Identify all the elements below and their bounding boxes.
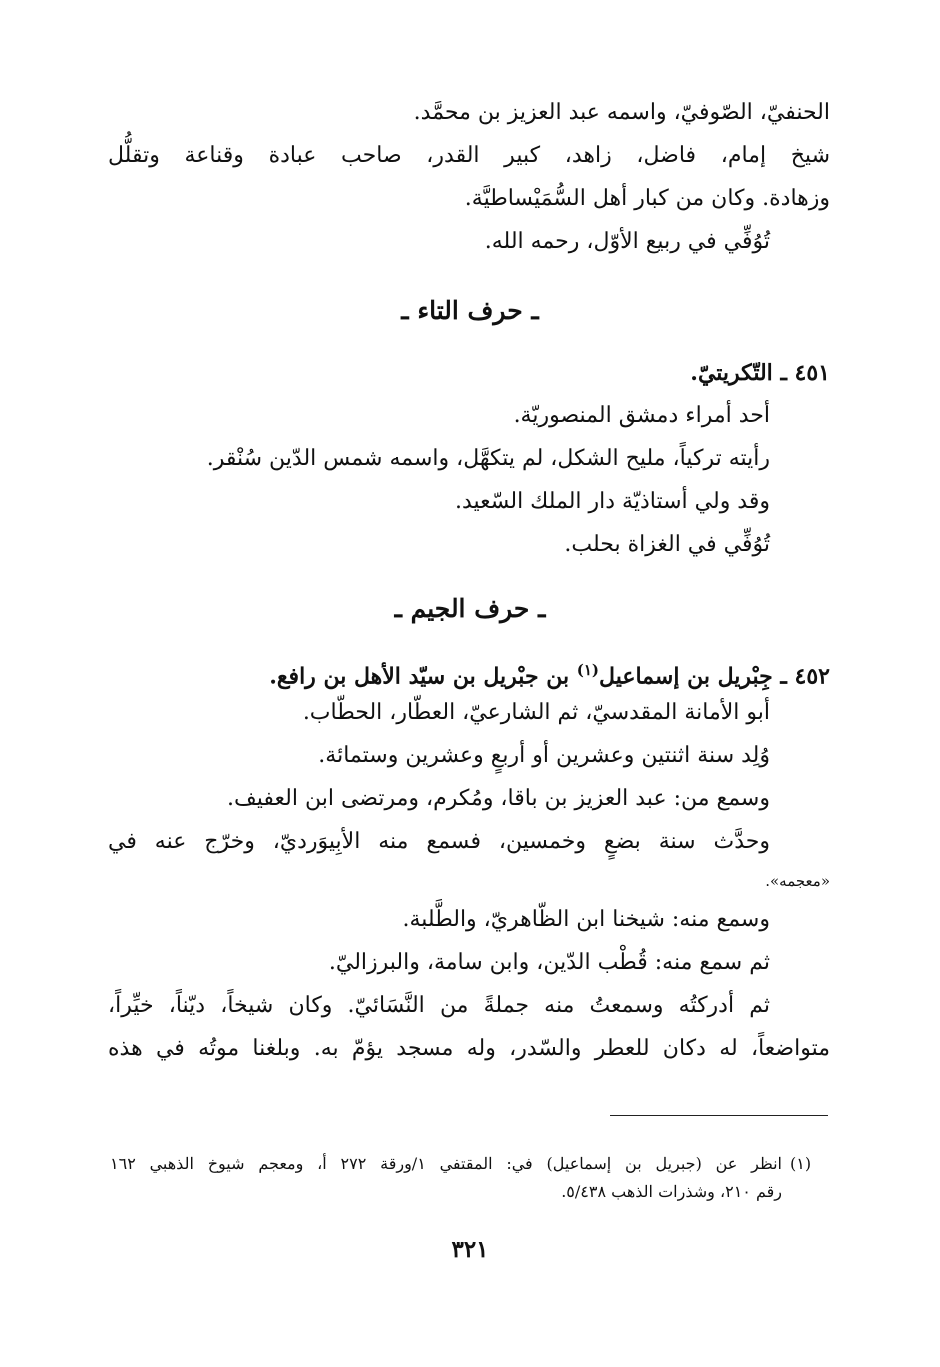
entry-451-line-3: وقد ولي أستاذيّة دار الملك السّعيد. <box>454 489 770 514</box>
section-heading-jim: ـ حرف الجيم ـ <box>394 594 546 623</box>
body-line-1: الحنفيّ، الصّوفيّ، واسمه عبد العزيز بن محمَّد. <box>413 100 830 125</box>
page-number: ٣٢١ <box>451 1236 489 1263</box>
entry-452-line-6: وسمع منه: شيخنا ابن الظّاهريّ، والطَّلبة. <box>402 907 770 932</box>
body-line-2: شيخ إمام، فاضل، زاهد، كبير القدر، صاحب عبادة وقناعة وتقلُّل <box>108 143 831 168</box>
entry-title-452-lineage: بن جبْريل بن سيّد الأهل بن رافع. <box>269 663 577 690</box>
entry-title-452-name: ٤٥٢ ـ جِبْريل بن إسماعيل <box>599 663 830 690</box>
body-line-3: وزهادة. وكان من كبار أهل السُّمَيْساطيَّة. <box>464 186 830 211</box>
footnote-number: (١) <box>790 1154 812 1173</box>
entry-452-line-4: وحدَّث سنة بضعٍ وخمسين، فسمع منه الأبِيوَرديّ، وخرّج عنه في <box>108 829 770 854</box>
footnote-line-1: انظر عن (جبريل بن إسماعيل) في: المقتفي ١/ورقة ٢٧٢ أ، ومعجم شيوخ الذهبي ١٦٢ <box>110 1154 782 1173</box>
entry-452-line-7: ثم سمع منه: قُطْب الدّين، وابن سامة، والبرزاليّ. <box>328 950 770 975</box>
entry-452-line-9: متواضعاً، له دكان للعطر والسّدر، وله مسجد يؤمّ به. وبلغنا موتُه في هذه <box>108 1036 830 1061</box>
entry-452-line-1: أبو الأمانة المقدسيّ، ثم الشارعيّ، العطّار، الحطّاب. <box>302 700 770 725</box>
footnote-line-2: رقم ٢١٠، وشذرات الذهب ٥/٤٣٨. <box>561 1182 782 1201</box>
entry-title-451: ٤٥١ ـ التّكريتيّ. <box>690 360 830 386</box>
entry-452-line-2: وُلِد سنة اثنتين وعشرين أو أربعٍ وعشرين وستمائة. <box>318 743 770 768</box>
entry-452-line-3: وسمع من: عبد العزيز بن باقا، ومُكرم، ومرتضى ابن العفيف. <box>227 786 770 811</box>
footnote-divider <box>610 1115 828 1116</box>
body-line-4: تُوُفِّي في ربيع الأوّل، رحمه الله. <box>484 229 770 254</box>
section-heading-ta: ـ حرف التاء ـ <box>401 296 539 325</box>
footnote-ref: (١) <box>576 661 600 679</box>
entry-452-line-5: «معجمه». <box>765 872 830 890</box>
entry-451-line-1: أحد أمراء دمشق المنصوريّة. <box>513 403 770 428</box>
entry-451-line-2: رأيته تركياً، مليح الشكل، لم يتكهَّل، واسمه شمس الدّين سُنْقر. <box>206 446 770 471</box>
entry-452-line-8: ثم أدركتُه وسمعتُ منه جملةً من النَّسَائيّ. وكان شيخاً، ديّناً، خيِّراً، <box>108 993 770 1018</box>
entry-title-452 <box>150 655 830 691</box>
entry-451-line-4: تُوُفِّي في الغزاة بحلب. <box>564 532 770 557</box>
